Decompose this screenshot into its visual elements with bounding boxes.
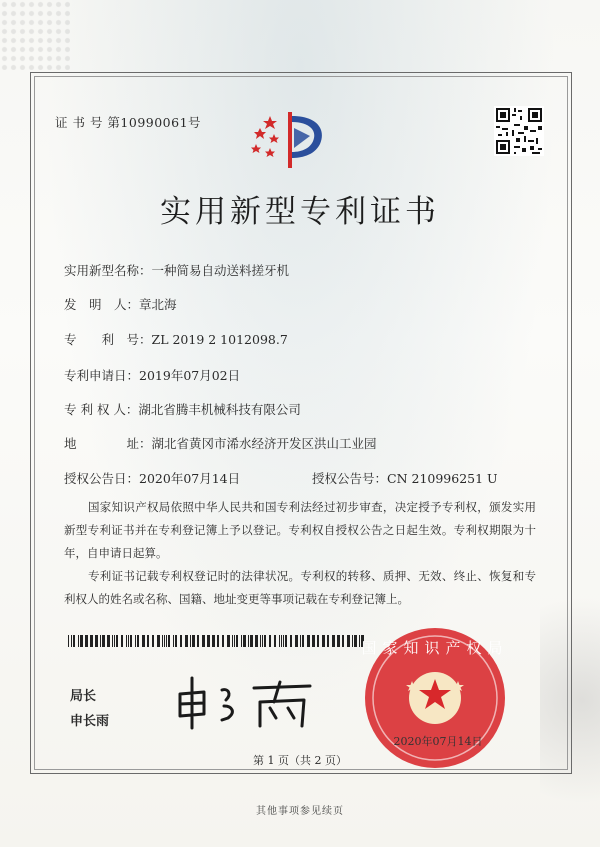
- field-patentee: [64, 400, 301, 418]
- field-label: 实用新型名称：: [64, 263, 152, 278]
- star-icon: [263, 116, 277, 129]
- star-icon: [254, 128, 266, 139]
- certificate-number: 证 书 号 第10990061号: [55, 115, 202, 130]
- corner-ornament: [0, 0, 70, 70]
- field-application-date: [64, 366, 240, 384]
- field-inventor: [64, 295, 177, 313]
- field-value: 湖北省黄冈市浠水经济开发区洪山工业园: [151, 436, 377, 451]
- field-value: 2019年07月02日: [139, 368, 241, 383]
- field-label: 发 明 人：: [64, 297, 140, 312]
- field-grant-date: [64, 469, 240, 487]
- qr-code-icon: [494, 106, 544, 156]
- field-label: 授权公告号：: [312, 471, 388, 486]
- field-value: ZL 2019 2 1012098.7: [151, 332, 288, 347]
- seal-text: 国家知识产权局: [361, 639, 509, 657]
- field-label: 地 址：: [64, 436, 152, 451]
- star-icon: [269, 134, 279, 143]
- field-grant-number: [312, 469, 498, 487]
- body-paragraph: 国家知识产权局依照中华人民共和国专利法经过初步审查，决定授予专利权，颁发实用新型专利证书并在专利登记簿上予以登记。专利权自授权公告之日起生效。专利权期限为十年，自申请日起算。: [64, 500, 536, 560]
- body-paragraph: 专利证书记载专利权登记时的法律状况。专利权的转移、质押、无效、终止、恢复和专利权人的姓名或名称、国籍、地址变更等事项记载在专利登记簿上。: [64, 569, 536, 606]
- seal-date: 2020年07月14日: [393, 735, 483, 748]
- field-utility-model-name: [64, 261, 289, 279]
- certificate-title: 实用新型专利证书: [160, 194, 440, 230]
- field-label: 授权公告日：: [64, 471, 140, 486]
- star-icon: [251, 144, 261, 153]
- barcode-icon: [68, 635, 368, 647]
- official-seal: [360, 623, 510, 773]
- field-value: 湖北省腾丰机械科技有限公司: [138, 402, 301, 417]
- field-address: [64, 434, 377, 452]
- field-value: 一种简易自动送料搓牙机: [151, 263, 290, 278]
- cnipa-logo-icon: [248, 108, 332, 172]
- footer-note: 其他事项参见续页: [256, 806, 344, 817]
- star-icon: [265, 148, 275, 157]
- field-label: 专 利 权 人：: [64, 402, 139, 417]
- field-value: 2020年07月14日: [139, 471, 241, 486]
- signatory-name: 申长雨: [70, 714, 110, 729]
- field-value: CN 210996251 U: [387, 471, 498, 486]
- handwritten-signature: [170, 672, 320, 732]
- field-label: 专 利 号：: [64, 332, 152, 347]
- page-number: 第 1 页（共 2 页）: [253, 754, 347, 767]
- field-patent-number: [64, 330, 288, 348]
- field-value: 章北海: [139, 297, 177, 312]
- signatory-role: 局长: [70, 689, 97, 704]
- field-label: 专利申请日：: [64, 368, 140, 383]
